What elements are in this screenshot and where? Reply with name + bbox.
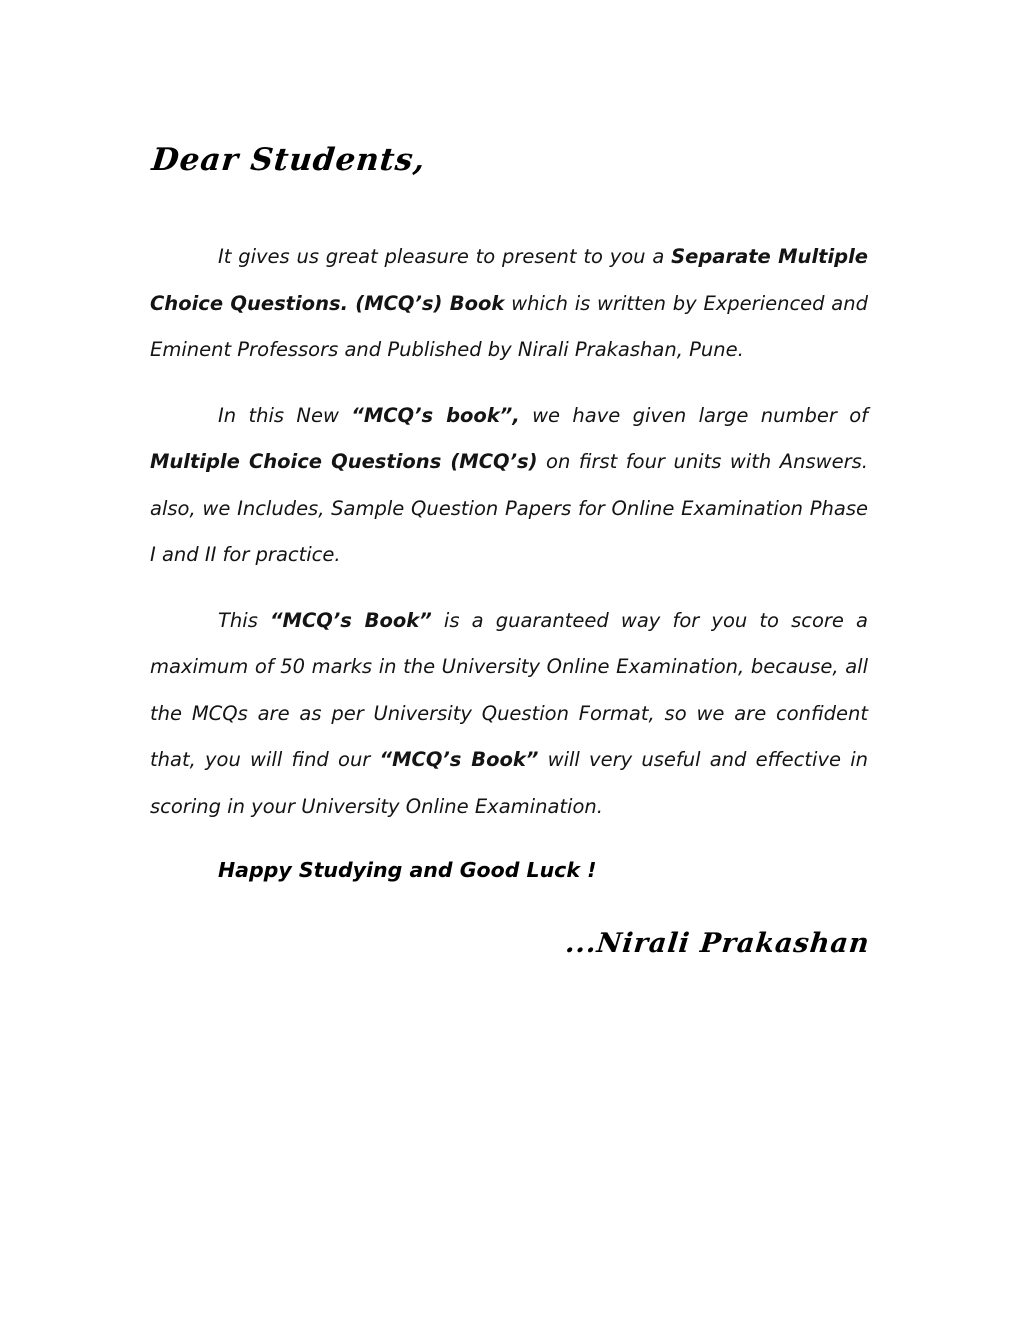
- greeting-heading: Dear Students,: [150, 142, 428, 178]
- body-paragraph-3: [150, 598, 868, 831]
- body-paragraph-1: [150, 234, 868, 374]
- text-segment: Multiple Choice Questions (MCQ’s): [150, 450, 538, 473]
- text-segment: on first four units with Answers. also, we Includes, Sample Question Papers for Online Examination Phase I and II for practice.: [150, 450, 868, 566]
- text-segment: In this New: [218, 403, 352, 427]
- text-segment: “MCQ’s Book”: [270, 608, 432, 632]
- text-segment: which is written by Experienced and Eminent Professors and Published by Nirali Prakashan, Pune.: [150, 291, 868, 361]
- text-segment: will very useful and effective in scoring in your University Online Examination.: [150, 748, 868, 818]
- signature-line: ...Nirali Prakashan: [564, 928, 872, 959]
- text-segment: Separate Multiple Choice Questions. (MCQ’s) Book: [150, 245, 868, 315]
- text-segment: “MCQ’s Book”: [379, 748, 539, 771]
- text-segment: It gives us great pleasure to present to you a: [218, 245, 672, 268]
- text-segment: is a guaranteed way for you to score a maximum of 50 marks in the University Online Examination, because, all the MCQs are as per University Question Format, so we are confident that, you will find our: [150, 608, 869, 771]
- text-segment: This: [218, 608, 270, 632]
- body-paragraph-2: [150, 393, 868, 579]
- text-segment: we have given large number of: [519, 403, 868, 427]
- closing-line: Happy Studying and Good Luck !: [218, 858, 597, 882]
- text-segment: “MCQ’s book”,: [351, 403, 520, 427]
